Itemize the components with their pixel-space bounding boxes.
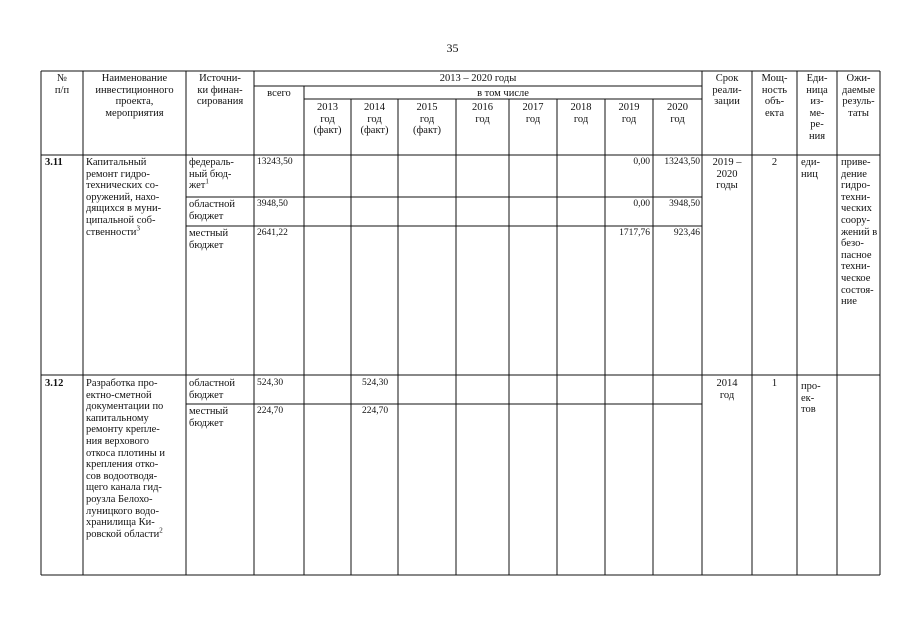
funding-2020: 923,46 — [673, 228, 700, 238]
header-year-2018: 2018 год — [570, 102, 592, 125]
header-term: Срок реали- зации — [712, 73, 742, 108]
funding-2020: 13243,50 — [664, 157, 700, 167]
funding-source: местный бюджет — [189, 406, 229, 429]
capacity-value: 2 — [771, 157, 778, 168]
row-number: 3.11 — [45, 157, 63, 168]
project-name: Разработка про- ектно-сметной документации по капитальному ремонту крепле- ния верхового откоса плотины и крепления отко- сов водоотводя- щего канала гид- роузла Белохо- луницкого водо- хранилища Ки- ровской области$^2$ — [86, 378, 165, 540]
header-unit: Еди- ница из- ме- ре- ния — [806, 73, 828, 142]
header-year-2016: 2016 год — [472, 102, 493, 125]
funding-2019: 0,00 — [633, 157, 650, 167]
implementation-term: 2019 – 2020 годы — [712, 157, 742, 192]
header-year-2017: 2017 год — [522, 102, 544, 125]
implementation-term: 2014 год — [716, 378, 738, 401]
header-year-2015: 2015 год (факт) — [412, 102, 441, 137]
funding-total: 2641,22 — [257, 228, 288, 238]
row-number: 3.12 — [45, 378, 64, 389]
funding-total: 224,70 — [257, 406, 284, 416]
measure-unit: про- ек- тов — [801, 381, 821, 416]
project-name: Капитальный ремонт гидро- технических со- оружений, нахо- дящихся в муни- ципальной соб- ственности$^3$ — [86, 157, 162, 238]
header-total: всего — [267, 88, 291, 99]
funding-total: 524,30 — [257, 378, 284, 388]
funding-total: 3948,50 — [257, 199, 288, 209]
header-project-name: Наименование инвестиционного проекта, мероприятия — [95, 73, 174, 119]
header-number: № п/п — [54, 73, 70, 96]
funding-total: 13243,50 — [257, 157, 293, 167]
header-funding-source: Источни- ки финан- сирования — [196, 73, 244, 108]
funding-2019: 0,00 — [633, 199, 650, 209]
header-year-2020: 2020 год — [667, 102, 688, 125]
funding-2014: 524,30 — [362, 378, 389, 388]
funding-source: областной бюджет — [189, 378, 235, 401]
header-year-2013: 2013 год (факт) — [313, 102, 342, 137]
measure-unit: еди- ниц — [801, 157, 820, 180]
funding-2014: 224,70 — [362, 406, 389, 416]
capacity-value: 1 — [771, 378, 778, 389]
funding-2020: 3948,50 — [669, 199, 700, 209]
header-including: в том числе — [477, 88, 529, 99]
funding-source: местный бюджет — [189, 228, 229, 251]
page-number: 35 — [446, 41, 459, 55]
header-results: Ожи- даемые резуль- таты — [841, 73, 876, 119]
header-year-2014: 2014 год (факт) — [360, 102, 389, 137]
header-capacity: Мощ- ность объ- екта — [761, 73, 788, 119]
funding-2019: 1717,76 — [619, 228, 650, 238]
funding-source: федераль- ный бюд- жет$^1$ — [189, 157, 234, 192]
expected-results: приве- дение гидро- техни- ческих соору- жений в безо- пасное техни- ческое состоя- ние — [841, 157, 878, 308]
header-year-2019: 2019 год — [618, 102, 640, 125]
funding-source: областной бюджет — [189, 199, 235, 222]
header-period: 2013 – 2020 годы — [439, 73, 517, 84]
